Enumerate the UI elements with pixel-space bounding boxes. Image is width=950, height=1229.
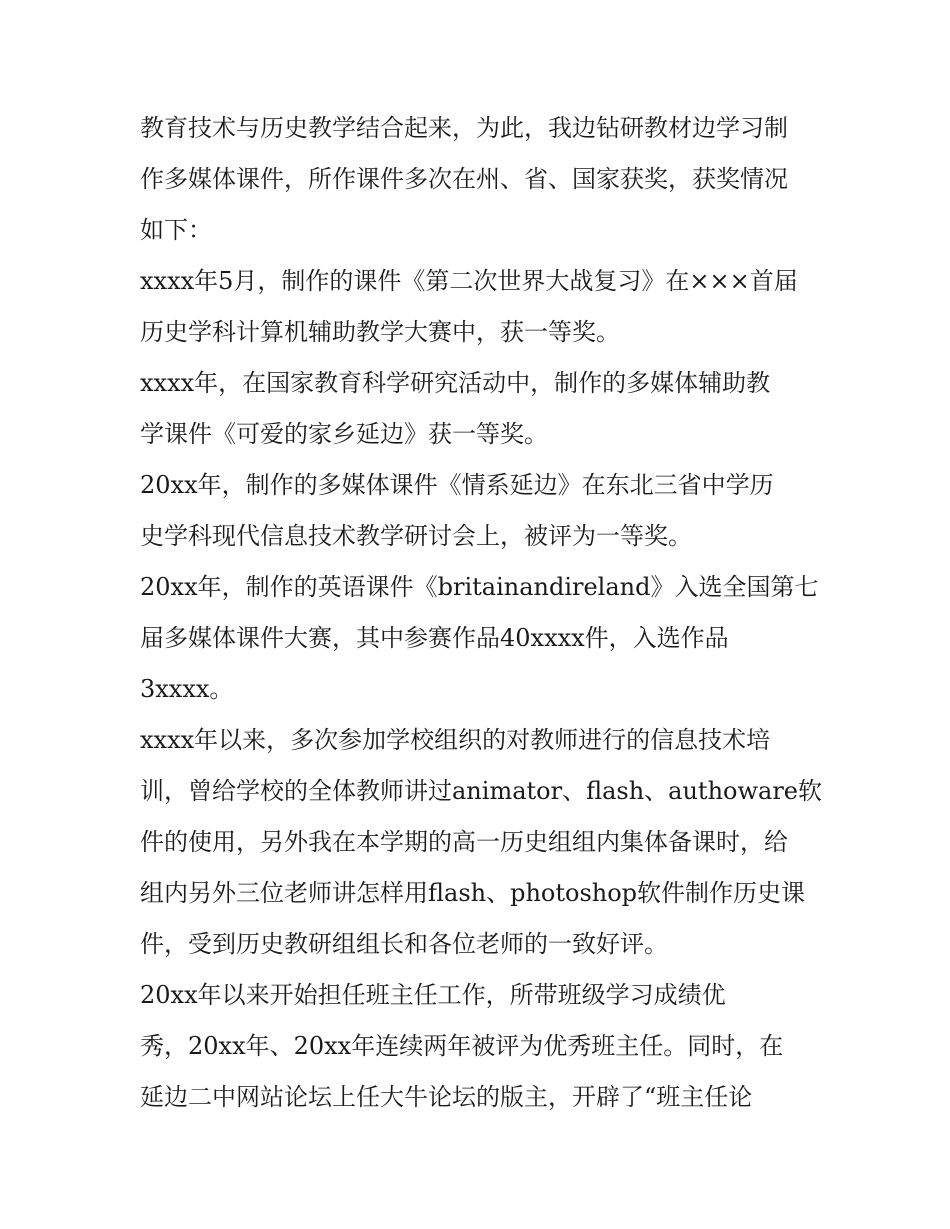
text-line: 件，受到历史教研组组长和各位老师的一致好评。 — [140, 930, 668, 958]
text-line: 延边二中网站论坛上任大牛论坛的版主，开辟了“班主任论 — [140, 1083, 753, 1111]
text-line: xxxx年以来，多次参加学校组织的对教师进行的信息技术培 — [140, 726, 771, 754]
text-line: 如下： — [140, 216, 212, 244]
text-line: 3xxxx。 — [140, 675, 234, 703]
text-line: 秀，20xx年、20xx年连续两年被评为优秀班主任。同时，在 — [140, 1032, 784, 1060]
text-line: 史学科现代信息技术教学研讨会上，被评为一等奖。 — [140, 522, 692, 550]
text-line: 组内另外三位老师讲怎样用flash、photoshop软件制作历史课 — [140, 879, 806, 907]
text-line: 20xx年，制作的多媒体课件《情系延边》在东北三省中学历 — [140, 471, 774, 499]
text-line: 训，曾给学校的全体教师讲过animator、flash、authoware软 — [140, 777, 823, 805]
document-body — [140, 103, 830, 1123]
text-line: 教育技术与历史教学结合起来，为此，我边钻研教材边学习制 — [140, 114, 788, 142]
text-line: 件的使用，另外我在本学期的高一历史组组内集体备课时，给 — [140, 828, 788, 856]
text-line: 历史学科计算机辅助教学大赛中，获一等奖。 — [140, 318, 620, 346]
text-line: xxxx年5月，制作的课件《第二次世界大战复习》在×××首届 — [140, 267, 798, 295]
text-line: 学课件《可爱的家乡延边》获一等奖。 — [140, 420, 548, 448]
text-line: 20xx年，制作的英语课件《britainandireland》入选全国第七 — [140, 573, 819, 601]
text-line: 届多媒体课件大赛，其中参赛作品40xxxx件，入选作品 — [140, 624, 729, 652]
text-line: 作多媒体课件，所作课件多次在州、省、国家获奖，获奖情况 — [140, 165, 788, 193]
text-line: 20xx年以来开始担任班主任工作，所带班级学习成绩优 — [140, 981, 726, 1009]
text-line: xxxx年，在国家教育科学研究活动中，制作的多媒体辅助教 — [140, 369, 771, 397]
